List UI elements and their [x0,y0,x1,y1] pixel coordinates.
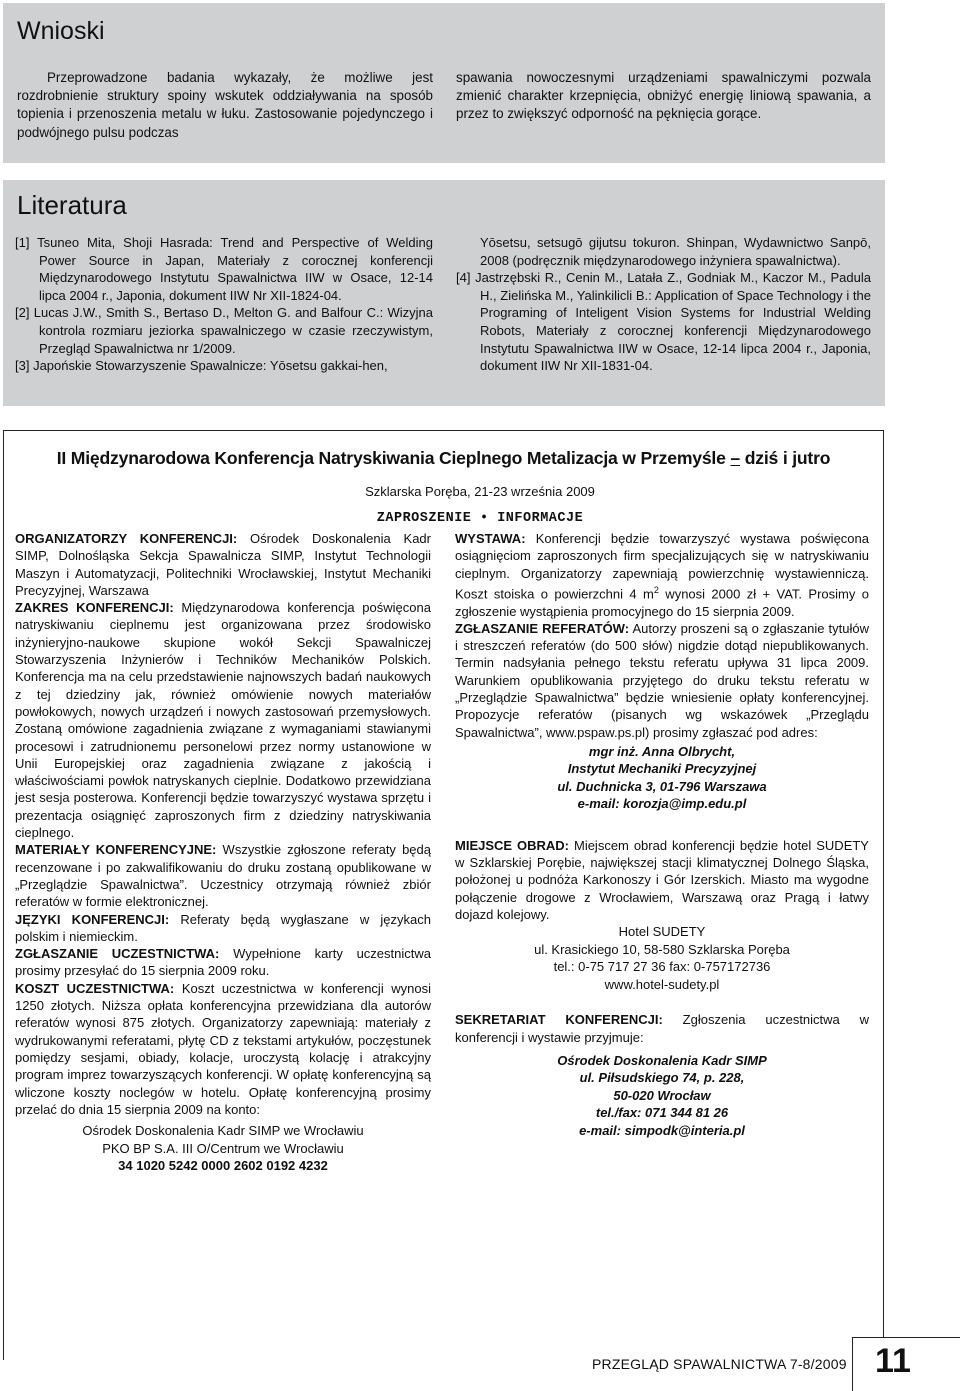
venue-text: Miejscem obrad konferencji będzie hotel SUDETY w Szklarskiej Porębie, największej stacji klimatycznej Dolnego Śląska, położonej u podnóża Karkonoszy i Gór Izerskich. Miasto ma wygodne połączenie drogowe z Wrocławiem, Warszawą oraz Pragą i łatwy dojazd kolejowy. [455,837,869,923]
conclusions-title: Wnioski [17,17,105,45]
registration-section [15,945,431,980]
conclusions-right-text: spawania nowoczesnymi urządzeniami spawalniczymi pozwala zmienić charakter krzepnięcia, obniżyć energię liniową spawania, a przez to zwiększyć odporność na pęknięcia gorące. [456,70,871,122]
conference-invite-header: ZAPROSZENIE • INFORMACJE [376,511,584,526]
conference-title-tail: dziś i jutro [744,448,831,468]
secretariat-org: Ośrodek Doskonalenia Kadr SIMP [557,1052,767,1068]
hotel-address: ul. Krasickiego 10, 58-580 Szklarska Poręba [534,941,790,957]
page-number: 11 [875,1342,911,1380]
bank-recipient: Ośrodek Doskonalenia Kadr SIMP we Wrocławiu [82,1123,364,1139]
secretariat-text: Zgłoszenia uczestnictwa w konferencji i wystawie przyjmuje: [455,1012,869,1045]
languages-heading: JĘZYKI KONFERENCJI: [15,911,170,927]
fee-text: Koszt uczestnictwa w konferencji wynosi 1250 złotych. Niższa opłata konferencyjna przewidziana dla autorów referatów wynosi 875 złotych. Organizatorzy zapewniają: materiały z wydrukowanymi referatami, płytę CD z tekstami artykułów, poczęstunek pomiędzy sesjami, obiady, kolacje, uroczystą kolację i atrakcyjny program imprez towarzyszących konferencji. W opłatę konferencyjną są wliczone koszty noclegów w hotelu. Opłatę konferencyjną prosimy przelać do dnia 15 sierpnia 2009 na konto: [15,980,432,1117]
registration-heading: ZGŁASZANIE UCZESTNICTWA: [15,946,220,962]
venue-section [455,837,869,923]
registration-text: Wypełnione karty uczestnictwa prosimy przesyłać do 15 sierpnia 2009 roku. [15,946,431,979]
secretariat-section [455,1011,869,1046]
hotel-phone: tel.: 0-75 717 27 36 fax: 0-757172736 [553,959,771,975]
conference-left-column [15,530,431,1175]
organizers-text: Ośrodek Doskonalenia Kadr SIMP, Dolnośląska Sekcja Spawalnicza SIMP, Instytut Technologii Maszyn i Automatyzacji, Politechniki Wrocławskiej, Instytut Mechaniki Precyzyjnej, Warszawa [15,531,431,598]
reference-3: [3] Japońskie Stowarzyszenie Spawalnicze: Yōsetsu gakkai-hen, [15,358,388,374]
secretariat-heading: SEKRETARIAT KONFERENCJI: [455,1012,663,1028]
references-box [3,180,885,406]
organizers-section [15,530,431,599]
hotel-name: Hotel SUDETY [618,924,706,940]
conference-date: Szklarska Poręba, 21-23 września 2009 [365,484,595,499]
materials-text: Wszystkie zgłoszone referaty będą recenzowane i po zakwalifikowaniu do druku zostaną opublikowane w „Przeglądzie Spawalnictwa”. Uczestnicy otrzymają również zbiór referatów w formie elektronicznej. [15,842,431,910]
languages-section [15,911,431,946]
reference-2: [2] Lucas J.W., Smith S., Bertaso D., Melton G. and Balfour C.: Wizyjna kontrola rozmiaru jeziorka spawalniczego w czasie rzeczywistym, Przegląd Spawalnictwa nr 1/2009. [15,305,433,356]
conclusions-left-column [17,69,433,142]
reference-3-continued: Yōsetsu, setsugō gijutsu tokuron. Shinpan, Wydawnictwo Sanpō, 2008 (podręcznik międzynarodowego inżyniera spawalnictwa). [480,235,871,268]
exhibition-heading: WYSTAWA: [455,531,526,546]
exhibition-sup: 2 [653,584,659,595]
papers-contact-email: e-mail: korozja@imp.edu.pl [577,796,747,812]
references-title: Literatura [17,190,127,220]
secretariat-phone: tel./fax: 071 344 81 26 [595,1105,729,1121]
exhibition-text-b: wynosi 2000 zł + VAT. Prosimy o zgłoszenie wystąpienia promocyjnego do 15 sierpnia 2009. [455,586,870,619]
venue-heading: MIEJSCE OBRAD: [455,837,570,853]
bank-account-number: 34 1020 5242 0000 2602 0192 4232 [118,1158,328,1174]
materials-section [15,841,431,910]
fee-section [15,980,431,1118]
conference-title [3,448,884,469]
scope-section [15,599,431,841]
papers-text: Autorzy proszeni są o zgłaszanie tytułów i streszczeń referatów (do 500 słów) nigdzie dotąd niepublikowanych. Termin nadsyłania pełnego tekstu referatu upływa 31 lipca 2009. Warunkiem opublikowania przyjętego do druku tekstu referatu w „Przeglądzie Spawalnictwa” będzie wniesienie opłaty konferencyjnej. Propozycje referatów (pisanych wg wskazówek „Przeglądu Spawalnictwa”, www.pspaw.ps.pl) prosimy zgłaszać pod adres: [455,620,869,740]
languages-text: Referaty będą wygłaszane w językach polskim i niemieckim. [15,911,431,944]
conference-title-main: II Międzynarodowa Konferencja Natryskiwania Cieplnego Metalizacja w Przemyśle [56,448,726,468]
exhibition-text-a: Konferencji będzie towarzyszyć wystawa poświęcona osiągnięciom zaproszonych firm specjalizujących się w natryskiwaniu cieplnym. Organizatorzy zapewniają powierzchnię wystawienniczą. Koszt stoiska o powierzchni 4 m [455,531,869,602]
papers-contact-name: mgr inż. Anna Olbrycht, [588,743,736,759]
hotel-website: www.hotel-sudety.pl [604,976,720,992]
scope-heading: ZAKRES KONFERENCJI: [15,600,174,616]
conference-right-column [455,530,869,1139]
bank-name: PKO BP S.A. III O/Centrum we Wrocławiu [102,1140,344,1156]
papers-contact-institute: Instytut Mechaniki Precyzyjnej [567,761,757,777]
materials-heading: MATERIAŁY KONFERENCYJNE: [15,842,217,858]
conclusions-box [3,3,885,163]
reference-1: [1] Tsuneo Mita, Shoji Hasrada: Trend and Perspective of Welding Power Source in Japan, Materiały z corocznej konferencji Międzynarodowego Instytutu Spawalnictwa IIW w Osace, 12-14 lipca 2004 r., Japonia, dokument IIW Nr XII-1824-04. [15,235,433,303]
exhibition-section [455,530,869,620]
secretariat-city: 50-020 Wrocław [613,1087,711,1103]
conclusions-left-text: Przeprowadzone badania wykazały, że możliwe jest rozdrobnienie struktury spoiny wskutek oddziaływania na sposób topienia i przenoszenia metalu w łuku. Zastosowanie pojedynczego i podwójnego pulsu podczas [17,70,433,140]
secretariat-email: e-mail: simpodk@interia.pl [579,1122,745,1138]
reference-4: [4] Jastrzębski R., Cenin M., Latała Z., Godniak M., Kaczor M., Padula H., Zielińska M., Yalinkilicli B.: Application of Space Technology i the Programing of Inteligent Vision Systems for Industrial Welding Robots, Materiały z corocznej konferencji Międzynarodowego Instytutu Spawalnictwa IIW w Osace, 12-14 lipca 2004 r., Japonia, dokument IIW Nr XII-1831-04. [456,270,871,374]
journal-name: PRZEGLĄD SPAWALNICTWA 7-8/2009 [592,1356,847,1372]
papers-section [455,620,869,741]
organizers-heading: ORGANIZATORZY KONFERENCJI: [15,531,238,546]
conclusions-right-column [456,69,871,124]
papers-heading: ZGŁASZANIE REFERATÓW: [455,620,630,636]
conference-title-dash: – [730,448,741,468]
references-left-column [15,234,433,375]
right-margin [888,0,960,430]
references-right-column [456,234,871,375]
fee-heading: KOSZT UCZESTNICTWA: [15,980,175,996]
papers-contact-street: ul. Duchnicka 3, 01-796 Warszawa [557,778,767,794]
secretariat-street: ul. Piłsudskiego 74, p. 228, [579,1070,745,1086]
scope-text: Międzynarodowa konferencja poświęcona natryskiwaniu cieplnemu jest organizowana przez środowisko inżynieryjno-naukowe skupione wokół Sekcji Spawalniczej Stowarzyszenia Inżynierów i Techników Mechaników Polskich. Konferencja ma na celu przedstawienie najnowszych badań naukowych z tej dziedziny jak, również omówienie nowych materiałów powłokowych, nowych urządzeń i nowych zastosowań przemysłowych. Zostaną omówione zagadnienia związane z wymaganiami stawianymi procesowi i zatrudnionemu personelowi przez normy ustanowione w Unii Europejskiej oraz zagadnienia związane z jakością i właściwościami powłok natryskanych cieplnie. Dodatkowo przewidziana jest sesja posterowa. Konferencji będzie towarzyszyć wystawa sprzętu i prezentacja osiągnięć zaproszonych firm z dziedziny natryskiwania cieplnego. [15,600,431,841]
